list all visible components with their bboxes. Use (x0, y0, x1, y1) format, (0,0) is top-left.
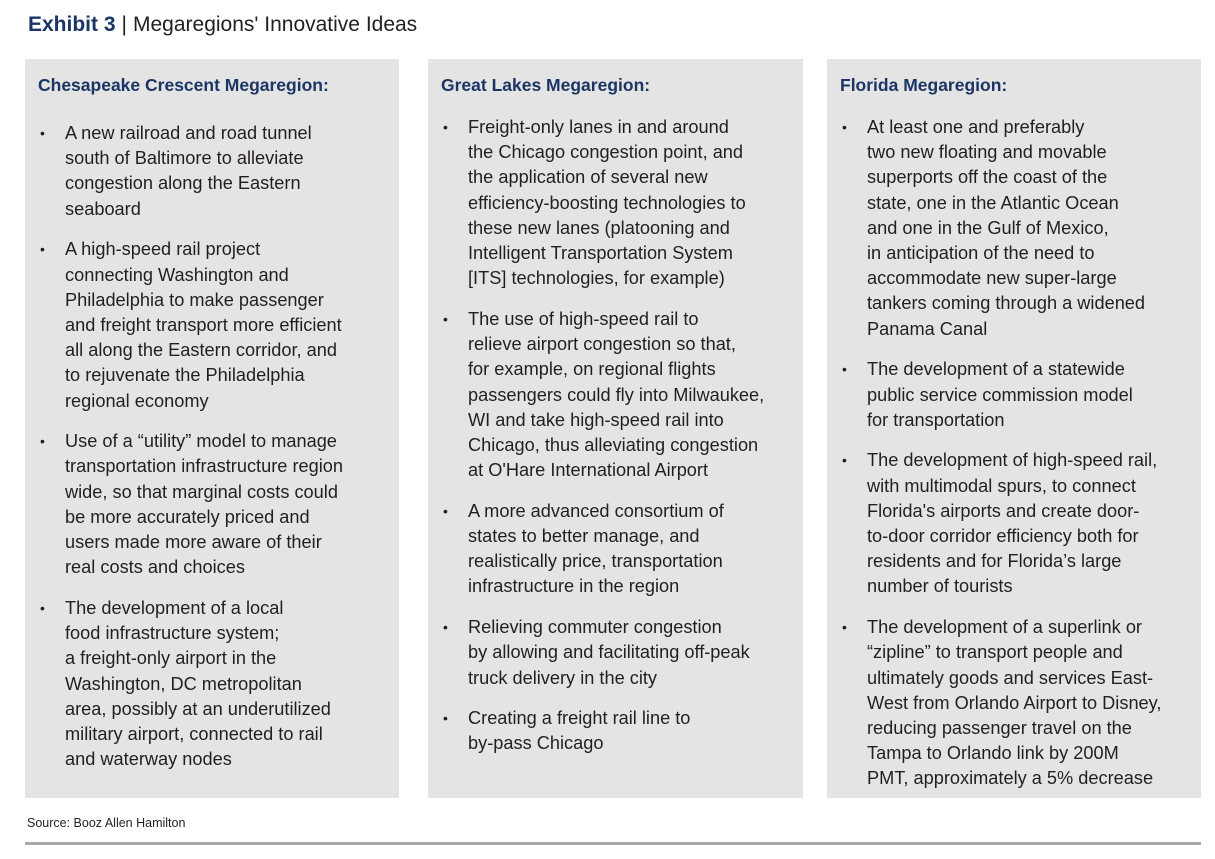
bullet-dot-icon: • (443, 310, 448, 327)
bullet-dot-icon: • (443, 502, 448, 519)
bullet-text-line: Creating a freight rail line to (468, 708, 691, 729)
bullet-text-line: regional economy (65, 390, 209, 411)
bullet-text-line: public service commission model (867, 384, 1133, 405)
bullet-dot-icon: • (842, 619, 847, 636)
panel-great-lakes (428, 59, 803, 798)
bullet-text-line: The development of high-speed rail, (867, 450, 1158, 471)
bullet-text-line: state, one in the Atlantic Ocean (867, 192, 1119, 213)
bullet-text-line: south of Baltimore to alleviate (65, 148, 304, 169)
bullet-text-line: Chicago, thus alleviating congestion (468, 434, 759, 455)
bullet-text-line: the application of several new (468, 167, 708, 188)
bullet-item (25, 237, 399, 413)
bullet-text-line: The development of a statewide (867, 359, 1125, 380)
bullet-text-line: connecting Washington and (65, 264, 289, 285)
bullet-text-line: Relieving commuter congestion (468, 617, 722, 638)
bullet-dot-icon: • (443, 119, 448, 135)
bullet-dot-icon: • (40, 241, 45, 258)
bullet-text-line: states to better manage, and (468, 526, 700, 547)
bullet-text-line: At least one and preferably (867, 117, 1085, 137)
bullet-text-line: food infrastructure system; (65, 623, 280, 644)
bullet-text-line: area, possibly at an underutilized (65, 698, 331, 719)
bullet-item (25, 121, 399, 222)
bullet-text-line: A more advanced consortium of (468, 500, 724, 521)
bullet-text-line: Washington, DC metropolitan (65, 673, 302, 694)
bullet-text-line: “zipline” to transport people and (867, 642, 1123, 663)
bullet-text-line: in anticipation of the need to (867, 243, 1095, 264)
bullet-item (827, 615, 1201, 791)
bullet-text-line: infrastructure in the region (468, 576, 680, 597)
bullet-text-line: A new railroad and road tunnel (65, 123, 312, 143)
bullet-text-line: military airport, connected to rail (65, 723, 323, 744)
bullet-item (25, 596, 399, 772)
bullet-text-line: users made more aware of their (65, 532, 322, 553)
bullet-text-line: WI and take high-speed rail into (468, 409, 724, 430)
bullet-text-line: Use of a “utility” model to manage (65, 431, 337, 452)
bullet-text-line: with multimodal spurs, to connect (867, 475, 1136, 496)
bullet-list (827, 115, 1201, 807)
bottom-divider (25, 842, 1201, 845)
bullet-text-line: The development of a superlink or (867, 617, 1142, 638)
bullet-text-line: Intelligent Transportation System (468, 243, 733, 264)
bullet-text-line: all along the Eastern corridor, and (65, 340, 337, 361)
bullet-dot-icon: • (40, 125, 45, 141)
bullet-text-line: number of tourists (867, 576, 1013, 597)
panel-florida (827, 59, 1201, 798)
bullet-text-line: truck delivery in the city (468, 667, 658, 688)
bullet-item (827, 448, 1201, 599)
bullet-text-line: be more accurately priced and (65, 506, 310, 527)
bullet-text-line: PMT, approximately a 5% decrease (867, 768, 1154, 789)
bullet-text-line: superports off the coast of the (867, 167, 1108, 188)
bullet-text-line: and one in the Gulf of Mexico, (867, 217, 1109, 238)
bullet-text-line: at O'Hare International Airport (468, 460, 709, 481)
exhibit-name: Megaregions' Innovative Ideas (133, 13, 418, 36)
bullet-text-line: by-pass Chicago (468, 733, 604, 754)
bullet-text-line: Panama Canal (867, 318, 988, 339)
bullet-text-line: tankers coming through a widened (867, 293, 1146, 314)
bullet-text-line: to-door corridor efficiency both for (867, 526, 1139, 547)
bullet-text-line: to rejuvenate the Philadelphia (65, 365, 305, 386)
bullet-text-line: Freight-only lanes in and around (468, 117, 729, 137)
bullet-text-line: The use of high-speed rail to (468, 308, 699, 329)
bullet-text-line: by allowing and facilitating off-peak (468, 642, 750, 663)
bullet-text-line: for example, on regional flights (468, 359, 716, 380)
bullet-text-line: and waterway nodes (65, 749, 232, 770)
bullet-dot-icon: • (842, 361, 847, 378)
bullet-text-line: transportation infrastructure region (65, 456, 344, 477)
bullet-text-line: efficiency-boosting technologies to (468, 192, 746, 213)
bullet-dot-icon: • (443, 710, 448, 727)
bullet-list (428, 115, 803, 772)
exhibit-title (28, 11, 417, 39)
exhibit-label: Exhibit 3 (28, 13, 116, 36)
bullet-text-line: realistically price, transportation (468, 551, 723, 572)
bullet-item (428, 115, 803, 291)
bullet-text-line: A high-speed rail project (65, 239, 261, 260)
bullet-dot-icon: • (40, 599, 45, 616)
bullet-text-line: seaboard (65, 198, 141, 219)
bullet-text-line: real costs and choices (65, 557, 245, 578)
panel-heading: Florida Megaregion: (840, 75, 1008, 95)
bullet-list (25, 121, 399, 788)
bullet-text-line: reducing passenger travel on the (867, 717, 1132, 738)
bullet-text-line: congestion along the Eastern (65, 173, 301, 194)
bullet-dot-icon: • (40, 433, 45, 450)
panel-chesapeake-crescent (25, 59, 399, 798)
bullet-text-line: these new lanes (platooning and (468, 217, 730, 238)
bullet-item (428, 615, 803, 691)
panel-heading: Great Lakes Megaregion: (441, 75, 651, 95)
panel-heading: Chesapeake Crescent Megaregion: (38, 75, 329, 95)
bullet-dot-icon: • (443, 619, 448, 636)
bullet-item (428, 706, 803, 756)
bullet-text-line: residents and for Florida’s large (867, 551, 1122, 572)
bullet-text-line: the Chicago congestion point, and (468, 142, 744, 163)
bullet-text-line: two new floating and movable (867, 142, 1107, 163)
bullet-item (827, 357, 1201, 433)
bullet-text-line: relieve airport congestion so that, (468, 334, 736, 355)
bullet-dot-icon: • (842, 119, 847, 135)
bullet-item (428, 307, 803, 483)
bullet-text-line: for transportation (867, 409, 1005, 430)
bullet-text-line: wide, so that marginal costs could (65, 481, 338, 502)
bullet-dot-icon: • (842, 452, 847, 469)
bullet-text-line: West from Orlando Airport to Disney, (867, 692, 1162, 713)
title-separator: | (121, 13, 127, 36)
bullet-item (428, 499, 803, 600)
bullet-text-line: passengers could fly into Milwaukee, (468, 384, 765, 405)
bullet-item (827, 115, 1201, 342)
bullet-text-line: and freight transport more efficient (65, 314, 342, 335)
bullet-item (25, 429, 399, 580)
bullet-text-line: accommodate new super-large (867, 268, 1117, 289)
source-note: Source: Booz Allen Hamilton (27, 816, 186, 830)
bullet-text-line: Tampa to Orlando link by 200M (867, 743, 1119, 764)
bullet-text-line: Florida's airports and create door- (867, 500, 1140, 521)
bullet-text-line: The development of a local (65, 597, 284, 618)
bullet-text-line: Philadelphia to make passenger (65, 289, 324, 310)
bullet-text-line: ultimately goods and services East- (867, 667, 1154, 688)
bullet-text-line: [ITS] technologies, for example) (468, 268, 725, 289)
bullet-text-line: a freight-only airport in the (65, 648, 277, 669)
